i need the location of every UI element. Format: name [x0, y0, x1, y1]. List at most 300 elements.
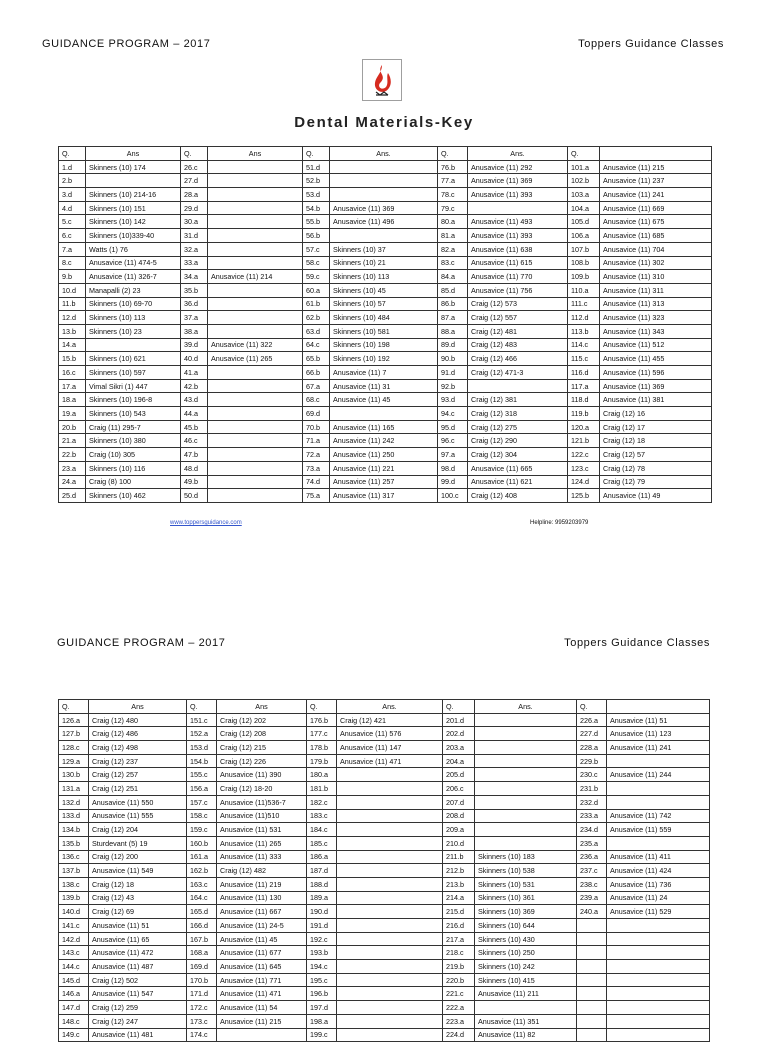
question-cell: 30.a	[181, 215, 208, 229]
question-cell: 164.c	[187, 891, 217, 905]
question-cell: 237.c	[577, 864, 607, 878]
helpline-text: Helpline: 9959203979	[530, 520, 589, 526]
question-cell: 66.b	[303, 366, 330, 380]
reference-cell: Anusavice (11) 424	[607, 864, 710, 878]
reference-cell: Anusavice (11) 474-5	[86, 256, 181, 270]
question-cell: 174.c	[187, 1028, 217, 1042]
question-cell: 170.b	[187, 973, 217, 987]
question-cell: 92.b	[438, 379, 468, 393]
question-cell: 52.b	[303, 174, 330, 188]
question-cell: 144.c	[59, 960, 89, 974]
question-cell: 9.b	[59, 270, 86, 284]
question-cell	[577, 987, 607, 1001]
reference-cell: Craig (12) 208	[217, 727, 307, 741]
reference-cell	[337, 768, 443, 782]
reference-cell: Anusavice (11) 24-5	[217, 919, 307, 933]
reference-cell: Skinners (10) 415	[475, 973, 577, 987]
question-cell: 65.b	[303, 352, 330, 366]
question-cell: 55.b	[303, 215, 330, 229]
reference-cell	[607, 973, 710, 987]
question-cell: 131.a	[59, 782, 89, 796]
reference-cell: Skinners (10) 116	[86, 461, 181, 475]
question-cell: 63.d	[303, 324, 330, 338]
question-cell: 75.a	[303, 489, 330, 503]
question-cell: 48.d	[181, 461, 208, 475]
reference-cell	[208, 188, 303, 202]
question-cell: 94.c	[438, 407, 468, 421]
table-row	[59, 393, 712, 407]
reference-cell: Anusavice (11) 351	[475, 1014, 577, 1028]
reference-cell: Anusavice (11) 326-7	[86, 270, 181, 284]
question-cell: 146.a	[59, 987, 89, 1001]
question-cell: 128.c	[59, 741, 89, 755]
reference-cell	[337, 932, 443, 946]
flame-logo-icon	[362, 59, 402, 101]
question-cell: 64.c	[303, 338, 330, 352]
question-cell: 142.d	[59, 932, 89, 946]
reference-cell: Anusavice (11) 82	[475, 1028, 577, 1042]
reference-cell: Craig (12) 247	[89, 1014, 187, 1028]
question-cell: 217.a	[443, 932, 475, 946]
reference-cell	[337, 836, 443, 850]
question-cell: 140.d	[59, 905, 89, 919]
reference-cell: Skinners (10) 597	[86, 366, 181, 380]
question-cell: 85.d	[438, 283, 468, 297]
question-cell: 2.b	[59, 174, 86, 188]
question-cell: 40.d	[181, 352, 208, 366]
question-cell: 176.b	[307, 713, 337, 727]
question-cell: 229.b	[577, 754, 607, 768]
table-row	[59, 229, 712, 243]
reference-cell: Craig (12) 251	[89, 782, 187, 796]
reference-cell	[607, 932, 710, 946]
reference-cell	[475, 782, 577, 796]
reference-cell	[337, 960, 443, 974]
question-cell: 4.d	[59, 201, 86, 215]
column-header: Ans	[208, 147, 303, 161]
question-cell: 145.d	[59, 973, 89, 987]
column-header: Q.	[438, 147, 468, 161]
reference-cell: Anusavice (11) 645	[217, 960, 307, 974]
reference-cell	[208, 420, 303, 434]
reference-cell	[337, 864, 443, 878]
reference-cell	[337, 809, 443, 823]
column-header: Q.	[303, 147, 330, 161]
question-cell: 76.b	[438, 160, 468, 174]
column-header: Q.	[568, 147, 600, 161]
table-row	[59, 919, 710, 933]
reference-cell	[208, 434, 303, 448]
question-cell: 215.d	[443, 905, 475, 919]
table-header-row	[59, 147, 712, 161]
question-cell: 67.a	[303, 379, 330, 393]
reference-cell	[475, 823, 577, 837]
reference-cell: Anusavice (11) 237	[600, 174, 712, 188]
reference-cell: Craig (12) 557	[468, 311, 568, 325]
reference-cell: Anusavice (11) 54	[217, 1001, 307, 1015]
reference-cell: Craig (10) 305	[86, 448, 181, 462]
table-row	[59, 946, 710, 960]
question-cell: 232.d	[577, 795, 607, 809]
reference-cell: Craig (12) 573	[468, 297, 568, 311]
reference-cell	[217, 1028, 307, 1042]
reference-cell	[330, 407, 438, 421]
reference-cell: Craig (12) 482	[217, 864, 307, 878]
reference-cell: Skinners (10) 151	[86, 201, 181, 215]
question-cell: 213.b	[443, 877, 475, 891]
reference-cell: Anusavice (11) 49	[600, 489, 712, 503]
table-row	[59, 864, 710, 878]
reference-cell: Skinners (10)339-40	[86, 229, 181, 243]
reference-cell: Skinners (10) 69-70	[86, 297, 181, 311]
question-cell: 171.d	[187, 987, 217, 1001]
reference-cell	[468, 379, 568, 393]
question-cell: 102.b	[568, 174, 600, 188]
question-cell: 79.c	[438, 201, 468, 215]
question-cell: 38.a	[181, 324, 208, 338]
reference-cell: Craig (12) 498	[89, 741, 187, 755]
question-cell: 149.c	[59, 1028, 89, 1042]
question-cell: 216.d	[443, 919, 475, 933]
question-cell: 34.a	[181, 270, 208, 284]
question-cell: 72.a	[303, 448, 330, 462]
table-row	[59, 448, 712, 462]
table-row	[59, 727, 710, 741]
question-cell: 178.b	[307, 741, 337, 755]
question-cell: 28.a	[181, 188, 208, 202]
question-cell: 202.d	[443, 727, 475, 741]
question-cell	[577, 1028, 607, 1042]
question-cell: 112.d	[568, 311, 600, 325]
question-cell: 212.b	[443, 864, 475, 878]
column-header: Ans.	[475, 700, 577, 714]
reference-cell: Anusavice (11) 242	[330, 434, 438, 448]
reference-cell	[475, 741, 577, 755]
question-cell: 86.b	[438, 297, 468, 311]
reference-cell: Anusavice (11) 487	[89, 960, 187, 974]
reference-cell	[208, 407, 303, 421]
table-row	[59, 475, 712, 489]
reference-cell	[208, 366, 303, 380]
table-row	[59, 987, 710, 1001]
reference-cell: Vimal Sikri (1) 447	[86, 379, 181, 393]
answer-key-table-2	[58, 699, 710, 1042]
reference-cell: Anusavice (11) 393	[468, 229, 568, 243]
reference-cell: Anusavice (11) 547	[89, 987, 187, 1001]
reference-cell: Anusavice (11) 24	[607, 891, 710, 905]
question-cell: 224.d	[443, 1028, 475, 1042]
reference-cell: Anusavice (11) 493	[468, 215, 568, 229]
question-cell: 162.b	[187, 864, 217, 878]
table-row	[59, 324, 712, 338]
question-cell: 58.c	[303, 256, 330, 270]
question-cell: 37.a	[181, 311, 208, 325]
question-cell	[577, 973, 607, 987]
question-cell: 153.d	[187, 741, 217, 755]
reference-cell	[208, 229, 303, 243]
question-cell: 74.d	[303, 475, 330, 489]
question-cell: 197.d	[307, 1001, 337, 1015]
question-cell: 43.d	[181, 393, 208, 407]
question-cell: 222.a	[443, 1001, 475, 1015]
reference-cell	[475, 795, 577, 809]
question-cell	[577, 1014, 607, 1028]
reference-cell	[607, 919, 710, 933]
reference-cell: Skinners (10) 214-16	[86, 188, 181, 202]
table-row	[59, 754, 710, 768]
page-title: Dental Materials-Key	[294, 114, 474, 131]
reference-cell: Anusavice (11) 51	[89, 919, 187, 933]
reference-cell: Anusavice (11) 310	[600, 270, 712, 284]
question-cell: 204.a	[443, 754, 475, 768]
question-cell: 187.d	[307, 864, 337, 878]
question-cell: 90.b	[438, 352, 468, 366]
question-cell: 47.b	[181, 448, 208, 462]
reference-cell	[337, 987, 443, 1001]
reference-cell: Craig (12) 215	[217, 741, 307, 755]
question-cell: 238.c	[577, 877, 607, 891]
question-cell: 124.d	[568, 475, 600, 489]
column-header: Ans.	[468, 147, 568, 161]
table-row	[59, 174, 712, 188]
table-row	[59, 188, 712, 202]
reference-cell: Craig (12) 486	[89, 727, 187, 741]
question-cell: 13.b	[59, 324, 86, 338]
reference-cell	[607, 987, 710, 1001]
question-cell: 98.d	[438, 461, 468, 475]
reference-cell: Anusavice (11) 771	[217, 973, 307, 987]
question-cell: 77.a	[438, 174, 468, 188]
question-cell: 190.d	[307, 905, 337, 919]
table-row	[59, 297, 712, 311]
page2-header-left: GUIDANCE PROGRAM – 2017	[57, 637, 226, 649]
question-cell: 88.a	[438, 324, 468, 338]
reference-cell: Skinners (10) 45	[330, 283, 438, 297]
table-row	[59, 1028, 710, 1042]
reference-cell	[337, 795, 443, 809]
question-cell: 135.b	[59, 836, 89, 850]
reference-cell: Anusavice (11) 7	[330, 366, 438, 380]
question-cell: 56.b	[303, 229, 330, 243]
question-cell: 158.c	[187, 809, 217, 823]
question-cell: 188.d	[307, 877, 337, 891]
table-row	[59, 270, 712, 284]
reference-cell: Anusavice (11) 531	[217, 823, 307, 837]
reference-cell: Craig (12) 275	[468, 420, 568, 434]
reference-cell: Anusavice (11) 323	[600, 311, 712, 325]
question-cell: 205.d	[443, 768, 475, 782]
reference-cell: Anusavice (11) 214	[208, 270, 303, 284]
question-cell: 168.a	[187, 946, 217, 960]
question-cell: 143.c	[59, 946, 89, 960]
reference-cell	[337, 850, 443, 864]
reference-cell	[607, 1014, 710, 1028]
question-cell: 226.a	[577, 713, 607, 727]
reference-cell: Skinners (10) 174	[86, 160, 181, 174]
reference-cell: Craig (12) 226	[217, 754, 307, 768]
table-row	[59, 973, 710, 987]
reference-cell: Skinners (10) 23	[86, 324, 181, 338]
question-cell: 32.a	[181, 242, 208, 256]
reference-cell: Anusavice (11) 393	[468, 188, 568, 202]
question-cell: 183.c	[307, 809, 337, 823]
question-cell: 27.d	[181, 174, 208, 188]
reference-cell: Anusavice (11) 292	[468, 160, 568, 174]
question-cell: 148.c	[59, 1014, 89, 1028]
reference-cell	[330, 160, 438, 174]
reference-cell	[337, 877, 443, 891]
table-row	[59, 407, 712, 421]
reference-cell	[475, 1001, 577, 1015]
column-header: Q.	[187, 700, 217, 714]
table-row	[59, 1001, 710, 1015]
reference-cell: Craig (12) 69	[89, 905, 187, 919]
question-cell: 191.d	[307, 919, 337, 933]
table-row	[59, 352, 712, 366]
reference-cell	[208, 461, 303, 475]
question-cell: 60.a	[303, 283, 330, 297]
question-cell	[577, 946, 607, 960]
question-cell: 20.b	[59, 420, 86, 434]
reference-cell: Anusavice (11) 529	[607, 905, 710, 919]
reference-cell: Anusavice (11) 756	[468, 283, 568, 297]
reference-cell	[475, 754, 577, 768]
question-cell: 207.d	[443, 795, 475, 809]
table-row	[59, 768, 710, 782]
question-cell: 181.b	[307, 782, 337, 796]
question-cell: 21.a	[59, 434, 86, 448]
reference-cell: Anusavice (11) 241	[607, 741, 710, 755]
reference-cell: Skinners (10) 21	[330, 256, 438, 270]
reference-cell: Anusavice (11) 211	[475, 987, 577, 1001]
question-cell: 219.b	[443, 960, 475, 974]
question-cell: 172.c	[187, 1001, 217, 1015]
question-cell: 83.c	[438, 256, 468, 270]
question-cell: 214.a	[443, 891, 475, 905]
question-cell: 71.a	[303, 434, 330, 448]
reference-cell: Anusavice (11) 311	[600, 283, 712, 297]
question-cell: 45.b	[181, 420, 208, 434]
table-row	[59, 932, 710, 946]
question-cell: 119.b	[568, 407, 600, 421]
reference-cell	[475, 768, 577, 782]
reference-cell	[337, 905, 443, 919]
question-cell: 5.c	[59, 215, 86, 229]
reference-cell: Anusavice (11) 302	[600, 256, 712, 270]
reference-cell	[208, 311, 303, 325]
table-row	[59, 960, 710, 974]
question-cell	[577, 919, 607, 933]
reference-cell	[208, 283, 303, 297]
question-cell: 160.b	[187, 836, 217, 850]
reference-cell: Anusavice (11) 669	[600, 201, 712, 215]
table-row	[59, 160, 712, 174]
reference-cell: Skinners (10) 644	[475, 919, 577, 933]
reference-cell: Anusavice (11) 123	[607, 727, 710, 741]
reference-cell	[607, 754, 710, 768]
reference-cell: Anusavice (11) 770	[468, 270, 568, 284]
question-cell: 240.a	[577, 905, 607, 919]
reference-cell	[208, 475, 303, 489]
reference-cell	[330, 229, 438, 243]
reference-cell	[607, 960, 710, 974]
question-cell: 68.c	[303, 393, 330, 407]
question-cell: 11.b	[59, 297, 86, 311]
reference-cell: Craig (12) 18	[89, 877, 187, 891]
reference-cell: Craig (12) 480	[89, 713, 187, 727]
reference-cell: Anusavice (11) 559	[607, 823, 710, 837]
table-row	[59, 891, 710, 905]
website-link[interactable]: www.toppersguidance.com	[170, 520, 242, 526]
table-row	[59, 713, 710, 727]
reference-cell: Anusavice (11) 221	[330, 461, 438, 475]
reference-cell: Anusavice (11) 317	[330, 489, 438, 503]
column-header: Ans	[89, 700, 187, 714]
table-row	[59, 489, 712, 503]
reference-cell	[86, 338, 181, 352]
reference-cell: Anusavice (11) 343	[600, 324, 712, 338]
reference-cell: Anusavice (11)536-7	[217, 795, 307, 809]
question-cell: 73.a	[303, 461, 330, 475]
question-cell: 199.c	[307, 1028, 337, 1042]
reference-cell: Craig (12) 16	[600, 407, 712, 421]
question-cell: 208.d	[443, 809, 475, 823]
question-cell: 101.a	[568, 160, 600, 174]
question-cell: 51.d	[303, 160, 330, 174]
question-cell: 80.a	[438, 215, 468, 229]
question-cell: 17.a	[59, 379, 86, 393]
question-cell: 82.a	[438, 242, 468, 256]
table-row	[59, 795, 710, 809]
reference-cell: Anusavice (11) 31	[330, 379, 438, 393]
question-cell: 137.b	[59, 864, 89, 878]
reference-cell	[208, 242, 303, 256]
question-cell: 24.a	[59, 475, 86, 489]
reference-cell: Skinners (10) 192	[330, 352, 438, 366]
reference-cell: Skinners (10) 142	[86, 215, 181, 229]
question-cell: 57.c	[303, 242, 330, 256]
reference-cell: Anusavice (11) 369	[330, 201, 438, 215]
reference-cell: Anusavice (11) 615	[468, 256, 568, 270]
reference-cell: Craig (12) 200	[89, 850, 187, 864]
reference-cell	[208, 297, 303, 311]
question-cell: 91.d	[438, 366, 468, 380]
question-cell: 10.d	[59, 283, 86, 297]
question-cell: 201.d	[443, 713, 475, 727]
question-cell: 134.b	[59, 823, 89, 837]
reference-cell: Anusavice (11) 333	[217, 850, 307, 864]
reference-cell: Anusavice (11) 369	[468, 174, 568, 188]
reference-cell: Anusavice (11) 496	[330, 215, 438, 229]
reference-cell	[337, 919, 443, 933]
reference-cell: Craig (11) 295-7	[86, 420, 181, 434]
reference-cell: Anusavice (11) 550	[89, 795, 187, 809]
question-cell: 179.b	[307, 754, 337, 768]
reference-cell	[475, 727, 577, 741]
question-cell: 44.a	[181, 407, 208, 421]
question-cell: 234.d	[577, 823, 607, 837]
column-header: Q.	[307, 700, 337, 714]
reference-cell	[475, 836, 577, 850]
question-cell: 167.b	[187, 932, 217, 946]
question-cell: 159.c	[187, 823, 217, 837]
question-cell: 104.a	[568, 201, 600, 215]
table-row	[59, 809, 710, 823]
question-cell: 108.b	[568, 256, 600, 270]
question-cell: 26.c	[181, 160, 208, 174]
question-cell: 203.a	[443, 741, 475, 755]
reference-cell: Anusavice (11) 265	[208, 352, 303, 366]
